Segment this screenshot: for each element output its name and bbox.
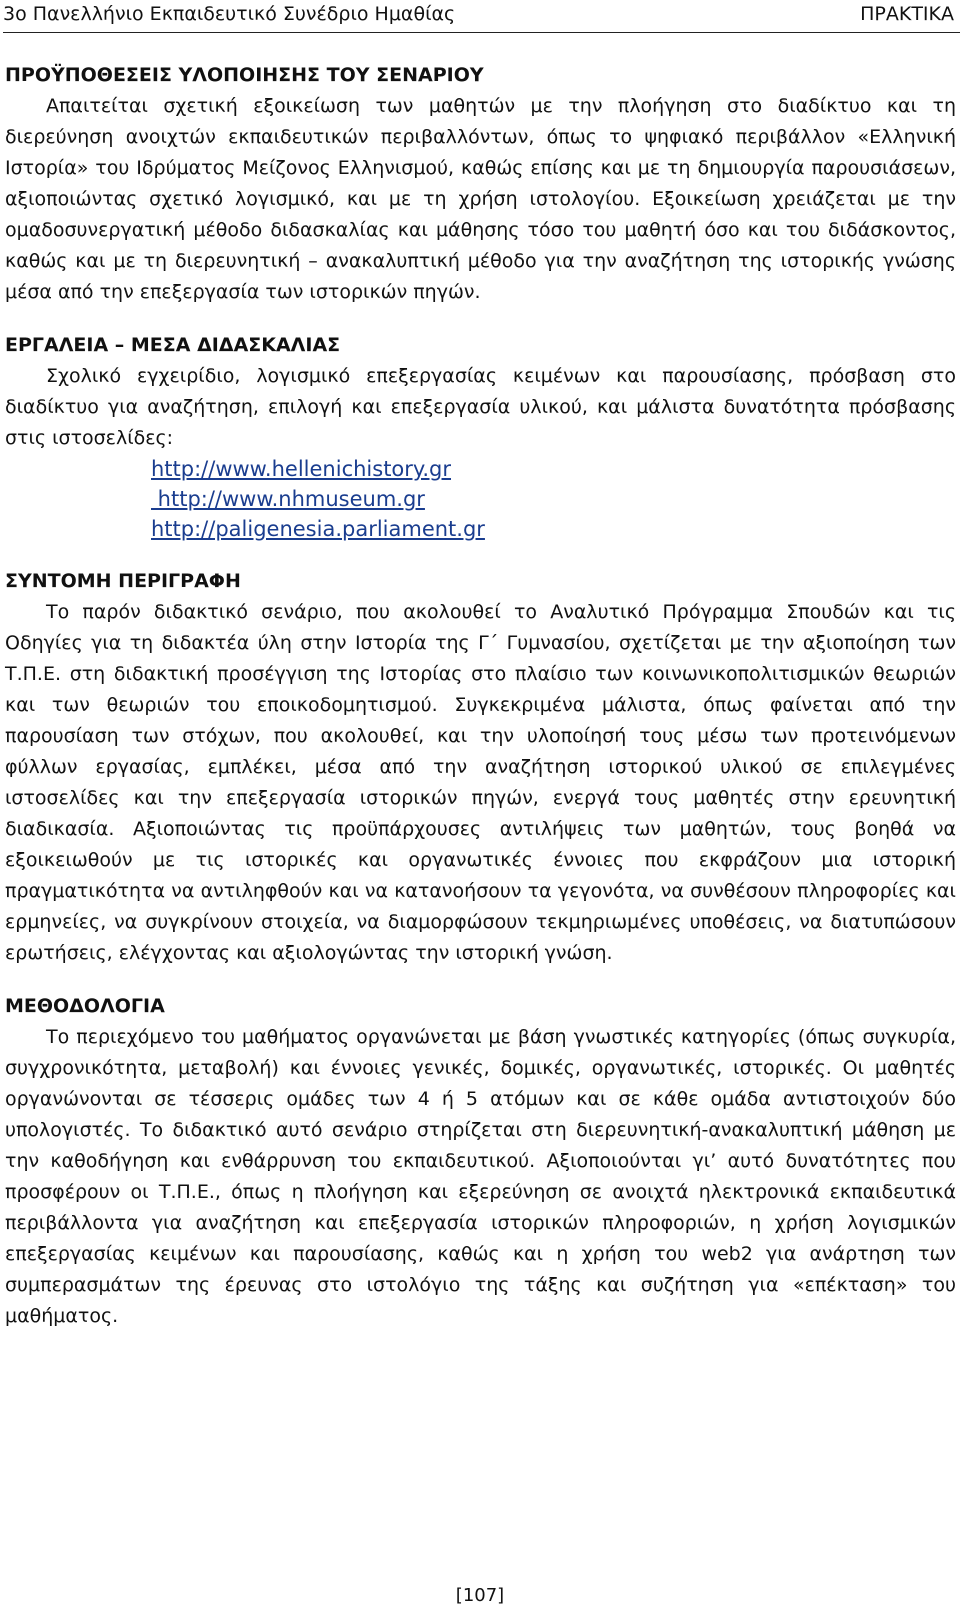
- page-number: [107]: [455, 1585, 505, 1606]
- website-links: [5, 454, 956, 544]
- conference-title: 3ο Πανελλήνιο Εκπαιδευτικό Συνέδριο Ημαθίας: [3, 3, 456, 25]
- section-heading-tools: ΕΡΓΑΛΕΙΑ – ΜΕΣΑ ΔΙΔΑΣΚΑΛΙΑΣ: [5, 334, 341, 356]
- section-methodology: [5, 991, 956, 1332]
- section-heading-methodology: ΜΕΘΟΔΟΛΟΓΙΑ: [5, 995, 165, 1017]
- prerequisites-paragraph: Απαιτείται σχετική εξοικείωση των μαθητών με την πλοήγηση στο διαδίκτυο και τη διερεύνηση ανοιχτών εκπαιδευτικών περιβαλλόντων, όπως το ψηφιακό περιβάλλον «Ελληνική Ιστορία» του Ιδρύματος Μείζονος Ελληνισμού, καθώς επίσης και με τη δημιουργία παρουσιάσεων, αξιοποιώντας σχετικό λογισμικό, και με τη χρήση ιστολογίου. Εξοικείωση χρειάζεται με την ομαδοσυνεργατική μέθοδο διδασκαλίας και μάθησης τόσο του μαθητή όσο και του διδάσκοντος, καθώς και με τη διερευνητική – ανακαλυπτική μέθοδο για την αναζήτηση της ιστορικής γνώσης μέσα από την επεξεργασία των ιστορικών πηγών.: [5, 95, 956, 303]
- summary-paragraph: Το παρόν διδακτικό σενάριο, που ακολουθεί το Αναλυτικό Πρόγραμμα Σπουδών και τις Οδηγίες για τη διδακτέα ύλη στην Ιστορία της Γ΄ Γυμνασίου, σχετίζεται με την αξιοποίηση των Τ.Π.Ε. στη διδακτική προσέγγιση της Ιστορίας στο πλαίσιο των κοινωνικοπολιτισμικών θεωριών και των θεωριών του εποικοδομητισμού. Συγκεκριμένα μάλιστα, όπως φαίνεται από την παρουσίαση των στόχων, που ακολουθεί, και την υλοποίησή τους μέσω των προτεινόμενων φύλλων εργασίας, εμπλέκει, μέσα από την αναζήτηση ιστορικού υλικού σε επιλεγμένες ιστοσελίδες και την επεξεργασία ιστορικών πηγών, ενεργά τους μαθητές στην ερευνητική διαδικασία. Αξιοποιώντας τις προϋπάρχουσες αντιλήψεις των μαθητών, τους βοηθά να εξοικειωθούν με τις ιστορικές και οργανωτικές έννοιες που εκφράζουν μια ιστορική πραγματικότητα να αντιληφθούν και να κατανοήσουν τα γεγονότα, να συνθέσουν πληροφορίες και ερμηνείες, να συγκρίνουν στοιχεία, να διαμορφώσουν τεκμηριωμένες υποθέσεις, να διατυπώσουν ερωτήσεις, ελέγχοντας και αξιολογώντας την ιστορική γνώση.: [5, 601, 956, 964]
- section-heading-prerequisites: ΠΡΟΫΠΟΘΕΣΕΙΣ ΥΛΟΠΟΙΗΣΗΣ ΤΟΥ ΣΕΝΑΡΙΟΥ: [5, 64, 484, 86]
- page-header: [3, 0, 960, 33]
- section-summary: [5, 566, 956, 969]
- link-paligenesia[interactable]: http://paligenesia.parliament.gr: [151, 517, 485, 541]
- section-heading-summary: ΣΥΝΤΟΜΗ ΠΕΡΙΓΡΑΦΗ: [5, 570, 241, 592]
- section-tools: [5, 330, 956, 544]
- section-prerequisites: [5, 60, 956, 308]
- link-hellenichistory[interactable]: http://www.hellenichistory.gr: [151, 457, 451, 481]
- link-nhmuseum[interactable]: http://www.nhmuseum.gr: [151, 487, 425, 511]
- tools-paragraph: Σχολικό εγχειρίδιο, λογισμικό επεξεργασίας κειμένων και παρουσίασης, πρόσβαση στο διαδίκτυο για αναζήτηση, επιλογή και επεξεργασία υλικού, και μάλιστα δυνατότητα πρόσβασης στις ιστοσελίδες:: [5, 365, 956, 449]
- methodology-paragraph: Το περιεχόμενο του μαθήματος οργανώνεται με βάση γνωστικές κατηγορίες (όπως συγκυρία, συγχρονικότητα, μεταβολή) και έννοιες γενικές, δομικές, οργανωτικές, ιστορικές. Οι μαθητές οργανώνονται σε τέσσερις ομάδες των 4 ή 5 ατόμων και σε κάθε ομάδα αντιστοιχούν δύο υπολογιστές. Το διδακτικό αυτό σενάριο στηρίζεται στη διερευνητική-ανακαλυπτική μάθηση με την καθοδήγηση και ενθάρρυνση του εκπαιδευτικού. Αξιοποιούνται γι’ αυτό δυνατότητες που προσφέρουν οι Τ.Π.Ε., όπως η πλοήγηση και εξερεύνηση σε ανοιχτά ηλεκτρονικά εκπαιδευτικά περιβάλλοντα για αναζήτηση και επεξεργασία ιστορικών πληροφοριών, η χρήση λογισμικών επεξεργασίας κειμένων και παρουσίασης, καθώς και η χρήση του web2 για ανάρτηση των συμπερασμάτων της έρευνας στο ιστολόγιο της τάξης και συζήτηση για «επέκταση» του μαθήματος.: [5, 1026, 956, 1327]
- proceedings-label: ΠΡΑΚΤΙΚΑ: [860, 3, 954, 25]
- page-content: [5, 60, 956, 1332]
